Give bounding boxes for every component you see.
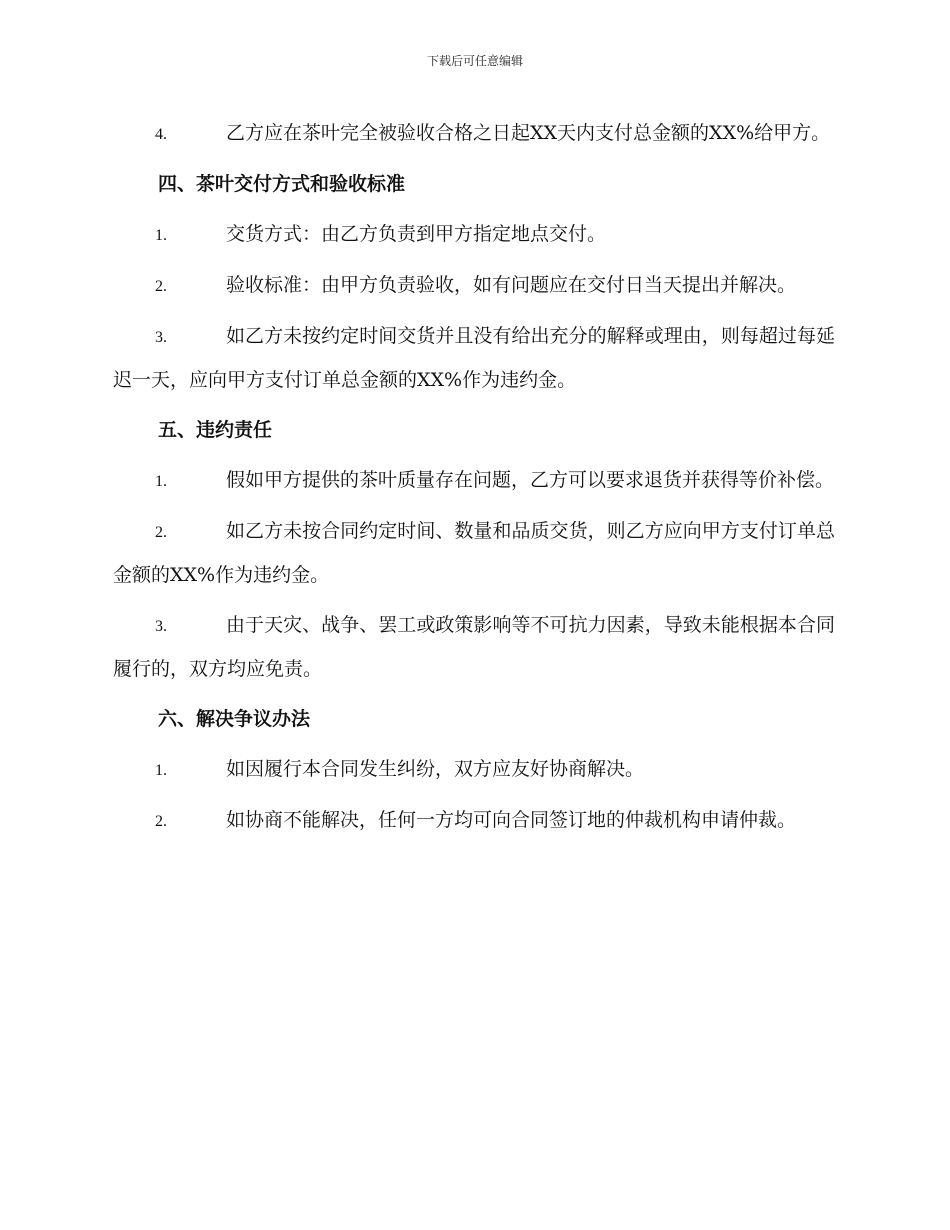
clause-item <box>113 604 835 691</box>
clause-text: 乙方应在茶叶完全被验收合格之日起XX天内支付总金额的XX%给甲方。 <box>226 122 831 144</box>
clause-text: 假如甲方提供的茶叶质量存在问题，乙方可以要求退货并获得等价补偿。 <box>226 469 835 491</box>
clause-item <box>113 459 835 503</box>
clause-item <box>113 799 835 843</box>
document-body <box>113 112 835 850</box>
clause-item <box>113 510 835 597</box>
clause-number: 2. <box>155 278 167 295</box>
clause-item <box>113 264 835 308</box>
section-heading: 六、解决争议办法 <box>158 708 311 730</box>
clause-number: 3. <box>155 618 167 635</box>
clause-item <box>113 213 835 257</box>
clause-number: 3. <box>155 329 167 346</box>
clause-item <box>113 315 835 402</box>
clause-text: 交货方式：由乙方负责到甲方指定地点交付。 <box>226 223 607 245</box>
clause-text: 如乙方未按约定时间交货并且没有给出充分的解释或理由，则每超过每延迟一天，应向甲方支付订单总金额的XX%作为违约金。 <box>113 325 835 391</box>
section-heading: 五、违约责任 <box>158 419 273 441</box>
clause-text: 验收标准：由甲方负责验收，如有问题应在交付日当天提出并解决。 <box>226 274 797 296</box>
clause-item <box>113 112 835 156</box>
clause-number: 2. <box>155 813 167 830</box>
clause-number: 2. <box>155 524 167 541</box>
clause-number: 4. <box>155 126 167 143</box>
clause-text: 由于天灾、战争、罢工或政策影响等不可抗力因素，导致未能根据本合同履行的，双方均应免责。 <box>113 614 835 680</box>
clause-number: 1. <box>155 227 167 244</box>
clause-item <box>113 748 835 792</box>
clause-text: 如协商不能解决，任何一方均可向合同签订地的仲裁机构申请仲裁。 <box>226 809 797 831</box>
clause-number: 1. <box>155 762 167 779</box>
clause-text: 如因履行本合同发生纠纷，双方应友好协商解决。 <box>226 758 645 780</box>
clause-number: 1. <box>155 473 167 490</box>
section-heading: 四、茶叶交付方式和验收标准 <box>158 173 406 195</box>
header-note: 下载后可任意编辑 <box>426 54 523 68</box>
clause-text: 如乙方未按合同约定时间、数量和品质交货，则乙方应向甲方支付订单总金额的XX%作为违约金。 <box>113 520 835 586</box>
